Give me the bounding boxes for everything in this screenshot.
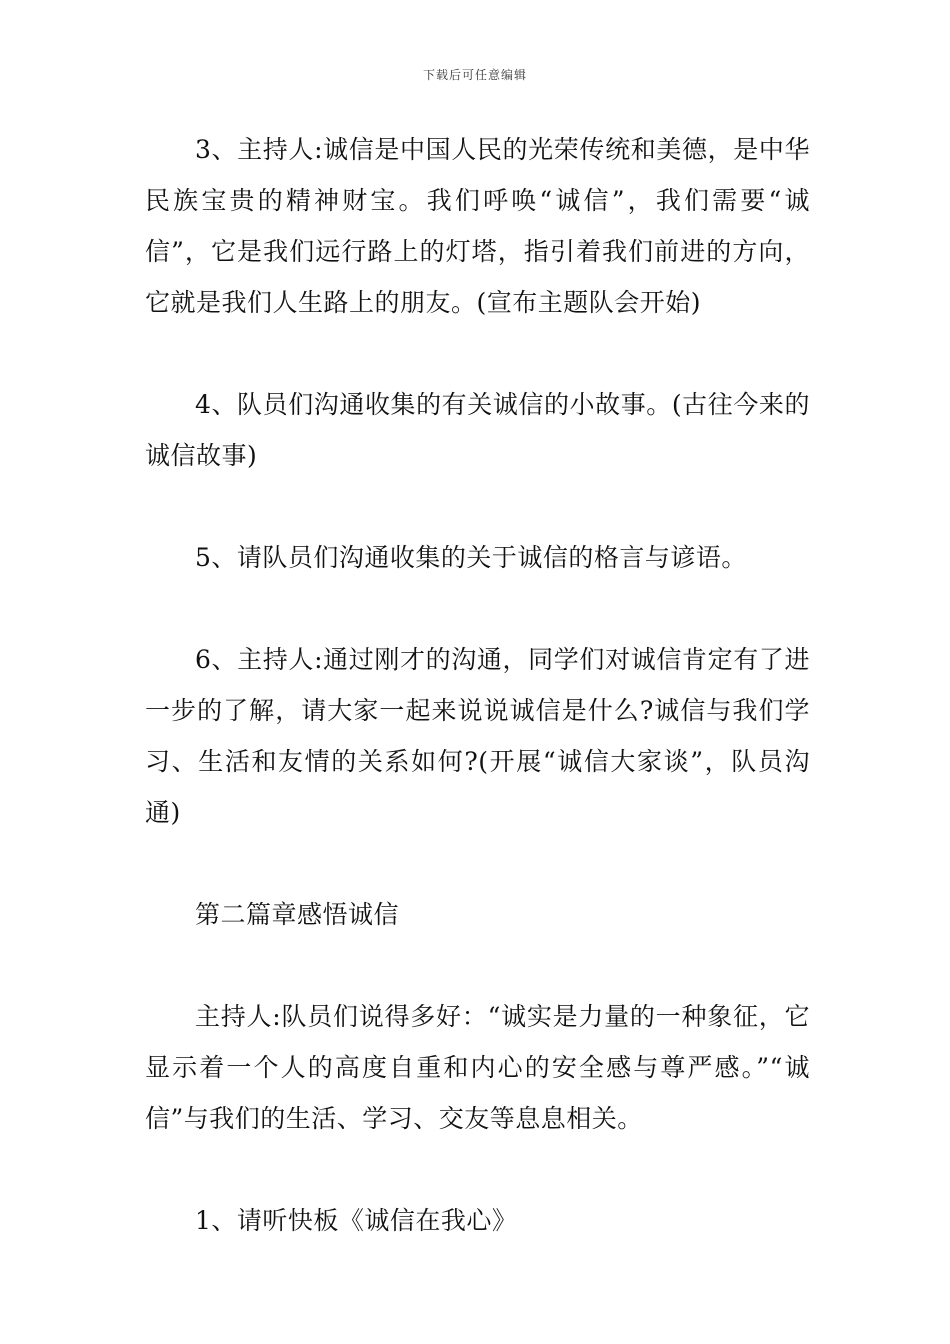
paragraph-stories: 4、队员们沟通收集的有关诚信的小故事。(古往今来的诚信故事) xyxy=(145,390,810,470)
paragraph-discussion: 6、主持人:通过刚才的沟通，同学们对诚信肯定有了进一步的了解，请大家一起来说说诚信是什么?诚信与我们学习、生活和友情的关系如何?(开展“诚信大家谈”，队员沟通) xyxy=(145,645,810,827)
section-heading: 第二篇章感悟诚信 xyxy=(195,900,400,929)
paragraph-host-quote: 主持人:队员们说得多好：“诚实是力量的一种象征，它显示着一个人的高度自重和内心的安全感与尊严感。”“诚信”与我们的生活、学习、交友等息息相关。 xyxy=(145,1002,810,1133)
paragraph-kuaiban: 1、请听快板《诚信在我心》 xyxy=(195,1206,518,1235)
paragraph-proverbs: 5、请队员们沟通收集的关于诚信的格言与谚语。 xyxy=(195,543,747,572)
paragraph-host-intro: 3、主持人:诚信是中国人民的光荣传统和美德，是中华民族宝贵的精神财宝。我们呼唤“诚信”，我们需要“诚信”，它是我们远行路上的灯塔，指引着我们前进的方向，它就是我们人生路上的朋友。(宣布主题队会开始) xyxy=(145,135,810,317)
page-header-note: 下载后可任意编辑 xyxy=(422,68,527,82)
document-body xyxy=(145,124,810,1246)
